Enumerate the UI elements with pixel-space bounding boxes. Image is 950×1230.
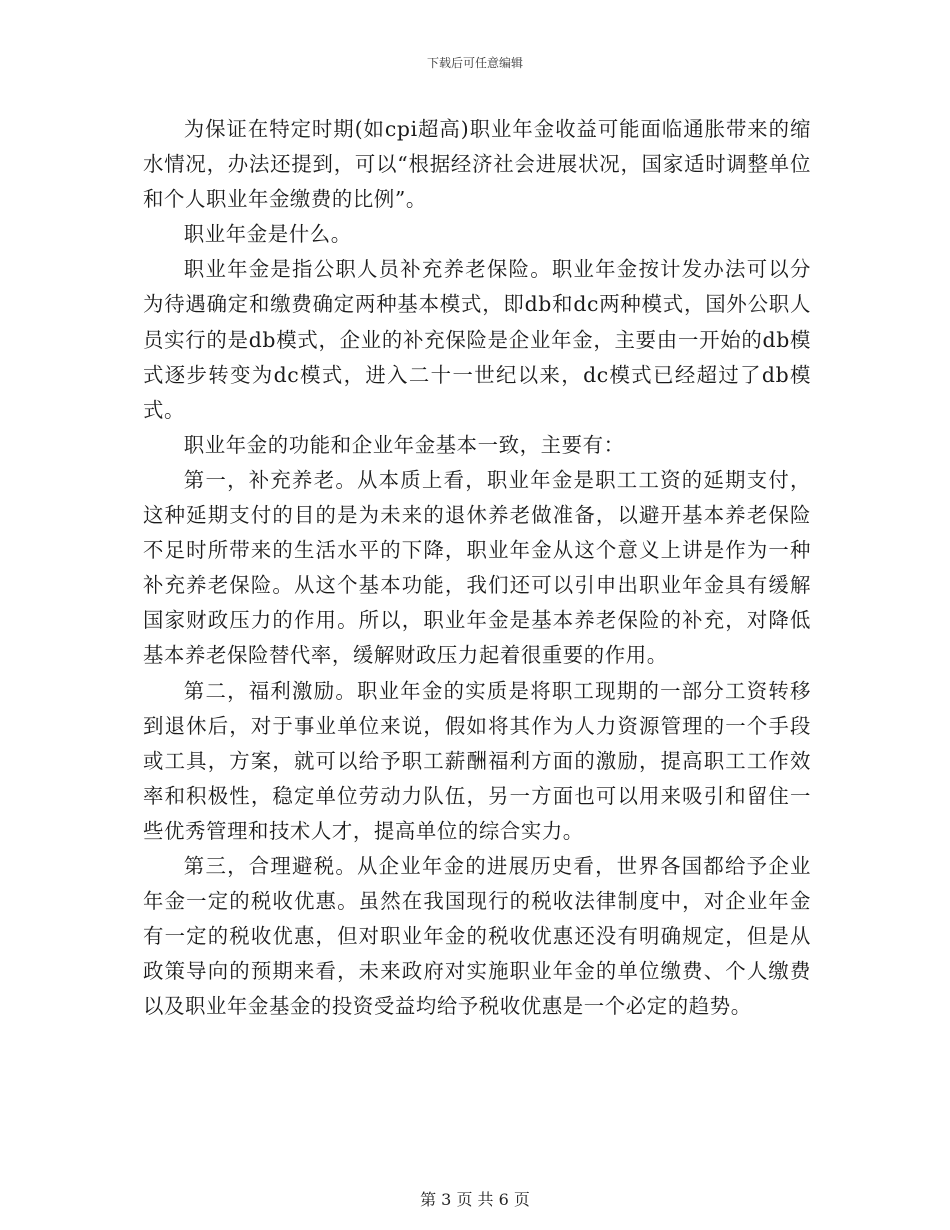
paragraph: 第二，福利激励。职业年金的实质是将职工现期的一部分工资转移到退休后，对于事业单位来说，假如将其作为人力资源管理的一个手段或工具，方案，就可以给予职工薪酬福利方面的激励，提高职工工作效率和积极性，稳定单位劳动力队伍，另一方面也可以用来吸引和留住一些优秀管理和技术人才，提高单位的综合实力。 [143, 678, 811, 843]
paragraph: 第三，合理避税。从企业年金的进展历史看，世界各国都给予企业年金一定的税收优惠。虽然在我国现行的税收法律制度中，对企业年金有一定的税收优惠，但对职业年金的税收优惠还没有明确规定，但是从政策导向的预期来看，未来政府对实施职业年金的单位缴费、个人缴费以及职业年金基金的投资受益均给予税收优惠是一个必定的趋势。 [143, 853, 811, 1019]
page-header: 下载后可任意编辑 [426, 56, 523, 70]
page-number: 第 3 页 共 6 页 [420, 1190, 530, 1209]
paragraph: 职业年金是什么。 [183, 222, 352, 247]
document-body [143, 112, 811, 1024]
paragraph: 为保证在特定时期(如cpi超高)职业年金收益可能面临通胀带来的缩水情况，办法还提到，可以“根据经济社会进展状况，国家适时调整单位和个人职业年金缴费的比例”。 [143, 117, 811, 212]
paragraph: 职业年金是指公职人员补充养老保险。职业年金按计发办法可以分为待遇确定和缴费确定两种基本模式，即db和dc两种模式，国外公职人员实行的是db模式，企业的补充保险是企业年金，主要由一开始的db模式逐步转变为dc模式，进入二十一世纪以来，dc模式已经超过了db模式。 [143, 257, 811, 422]
paragraph: 职业年金的功能和企业年金基本一致，主要有： [183, 432, 625, 457]
paragraph: 第一，补充养老。从本质上看，职业年金是职工工资的延期支付，这种延期支付的目的是为未来的退休养老做准备，以避开基本养老保险不足时所带来的生活水平的下降，职业年金从这个意义上讲是作为一种补充养老保险。从这个基本功能，我们还可以引申出职业年金具有缓解国家财政压力的作用。所以，职业年金是基本养老保险的补充，对降低基本养老保险替代率，缓解财政压力起着很重要的作用。 [143, 467, 811, 668]
